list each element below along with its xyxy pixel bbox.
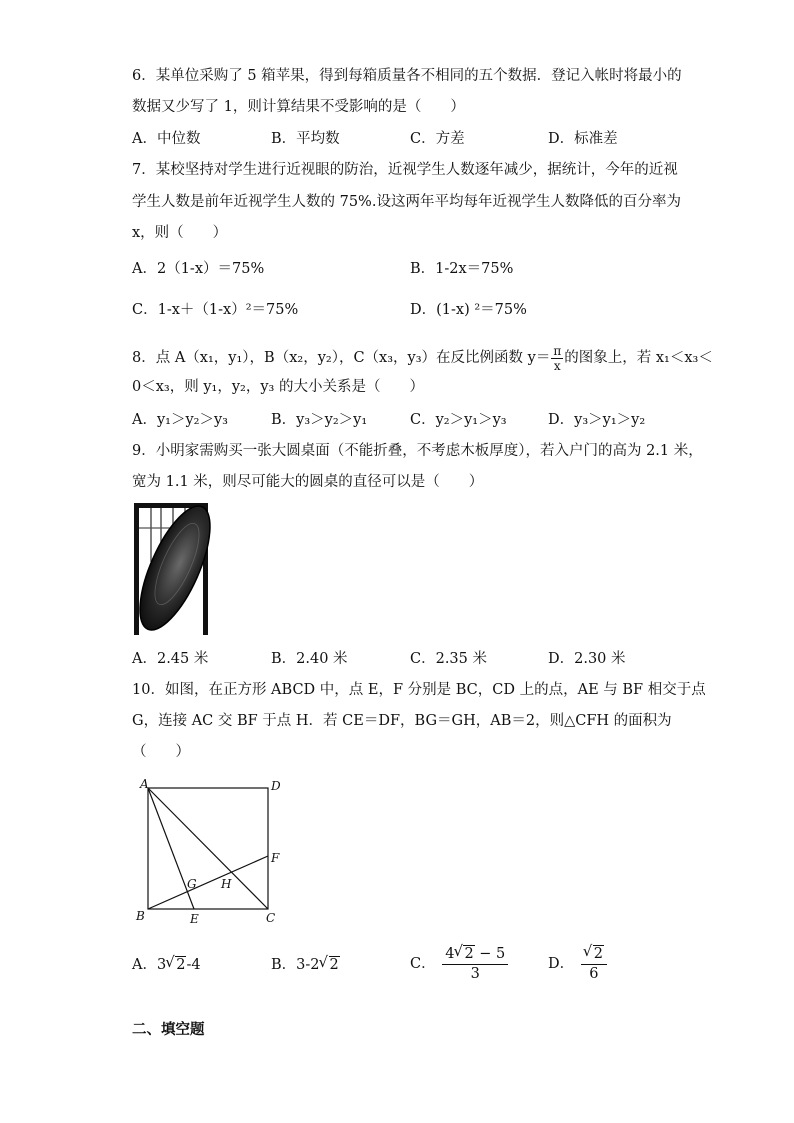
label-d: D — [271, 779, 281, 793]
q6-line2: 数据又少写了 1，则计算结果不受影响的是（ ） — [132, 99, 465, 115]
q10-opt-d-num — [581, 945, 607, 965]
q10-option-a — [132, 955, 201, 975]
q10-opt-c-den: 3 — [470, 966, 480, 982]
q7-option-a: A．2（1-x）＝75% — [132, 261, 265, 277]
q8-option-a: A．y₁＞y₂＞y₃ — [132, 412, 228, 428]
q7-line3: x，则（ ） — [132, 225, 228, 241]
q9-option-b: B．2.40 米 — [271, 651, 348, 667]
q7-option-b: B．1-2x＝75% — [410, 261, 514, 277]
q8-option-d: D．y₃＞y₁＞y₂ — [548, 412, 646, 428]
q10-opt-d-rad: 2 — [593, 946, 603, 962]
q6-option-a: A．中位数 — [132, 131, 201, 147]
q6-option-b: B．平均数 — [271, 131, 340, 147]
q7-line2: 学生人数是前年近视学生人数的 75%.设这两年平均每年近视学生人数降低的百分率为 — [132, 194, 681, 210]
q7-option-c: C．1-x＋（1-x）²＝75% — [132, 302, 299, 318]
door-table-photo — [133, 502, 211, 635]
q10-opt-c-num-a: 4 — [445, 946, 455, 962]
q10-opt-a-rad: 2 — [176, 957, 186, 973]
q10-opt-b-sqrt — [320, 955, 340, 975]
section-title-fill-in: 二、填空题 — [132, 1022, 205, 1038]
q10-opt-a-prefix: A．3 — [132, 957, 167, 973]
q10-opt-d-den: 6 — [589, 966, 599, 982]
q8-line1 — [132, 338, 713, 378]
q8-line1-b: 的图象上，若 x₁＜x₃＜ — [564, 350, 713, 366]
q10-opt-d-fraction — [581, 945, 607, 983]
q6-option-c: C．方差 — [410, 131, 465, 147]
label-c: C — [266, 911, 276, 925]
q10-line1: 10．如图，在正方形 ABCD 中，点 E，F 分别是 BC，CD 上的点，AE 与 BF 相交于点 — [132, 682, 706, 698]
q10-opt-c-sqrt — [454, 945, 474, 963]
label-b: B — [136, 909, 145, 923]
q8-option-c: C．y₂＞y₁＞y₃ — [410, 412, 507, 428]
q10-opt-d-sqrt — [584, 945, 604, 963]
q8-fraction — [551, 344, 563, 373]
q10-opt-d-prefix: D． — [548, 956, 575, 972]
q9-option-d: D．2.30 米 — [548, 651, 626, 667]
q10-line3: （ ） — [132, 744, 190, 760]
q10-opt-b-rad: 2 — [329, 957, 339, 973]
q9-option-c: C．2.35 米 — [410, 651, 487, 667]
q10-opt-a-sqrt — [166, 955, 186, 975]
q10-opt-c-rad: 2 — [464, 946, 474, 962]
label-f: F — [271, 851, 280, 865]
q6-option-d: D．标准差 — [548, 131, 618, 147]
q9-line1: 9．小明家需购买一张大圆桌面（不能折叠，不考虑木板厚度），若入户门的高为 2.1 米， — [132, 443, 703, 459]
segment-ac — [148, 788, 268, 909]
q10-option-b — [271, 955, 340, 975]
q8-line2: 0＜x₃，则 y₁，y₂，y₃ 的大小关系是（ ） — [132, 379, 424, 395]
q8-option-b: B．y₃＞y₂＞y₁ — [271, 412, 368, 428]
label-a: A — [140, 777, 149, 791]
q10-opt-c-prefix: C． — [410, 956, 436, 972]
q9-line2: 宽为 1.1 米，则尽可能大的圆桌的直径可以是（ ） — [132, 474, 484, 490]
q10-opt-c-num-b: − 5 — [474, 946, 506, 962]
q7-line1: 7．某校坚持对学生进行近视眼的防治，近视学生人数逐年减少，据统计，今年的近视 — [132, 162, 678, 178]
q10-line2: G，连接 AC 交 BF 于点 H．若 CE＝DF，BG＝GH，AB＝2，则△CFH 的面积为 — [132, 713, 672, 729]
q7-option-d: D．(1-x) ²＝75% — [410, 302, 527, 318]
label-e: E — [190, 912, 199, 926]
q10-opt-a-suffix: -4 — [186, 957, 201, 973]
q10-opt-c-fraction — [442, 945, 508, 983]
q10-option-c — [410, 945, 508, 983]
square-geometry-figure — [132, 776, 292, 926]
q6-line1: 6．某单位采购了 5 箱苹果，得到每箱质量各不相同的五个数据．登记入帐时将最小的 — [132, 68, 682, 84]
q8-line1-a: 8．点 A（x₁，y₁），B（x₂，y₂），C（x₃，y₃）在反比例函数 y＝ — [132, 350, 551, 366]
q8-frac-den: x — [553, 358, 561, 373]
q8-frac-num: π — [553, 343, 562, 358]
q10-option-d — [548, 945, 607, 983]
label-g: G — [187, 877, 197, 891]
segment-bf — [148, 856, 268, 909]
q10-opt-c-num — [442, 945, 508, 965]
q9-option-a: A．2.45 米 — [132, 651, 209, 667]
q10-opt-b-prefix: B．3-2 — [271, 957, 320, 973]
label-h: H — [221, 877, 232, 891]
